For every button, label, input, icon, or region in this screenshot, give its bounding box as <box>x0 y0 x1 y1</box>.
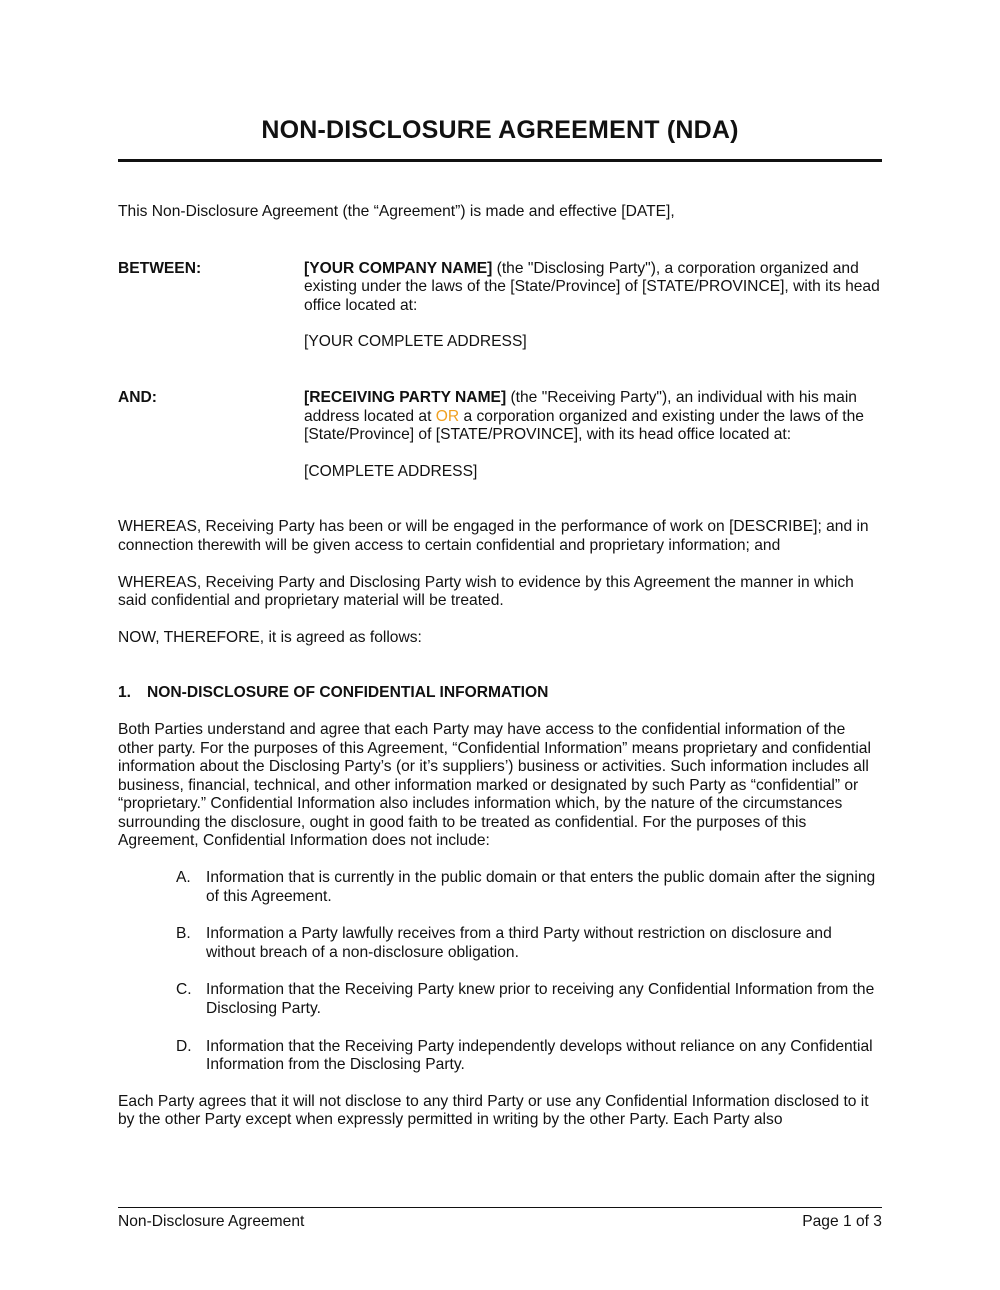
document-title: NON-DISCLOSURE AGREEMENT (NDA) <box>261 116 739 144</box>
footer-divider <box>118 1207 882 1208</box>
disclosing-party-name: [YOUR COMPANY NAME] <box>304 259 493 277</box>
exclusions-list <box>118 869 882 1075</box>
list-item-letter: B. <box>176 925 191 943</box>
section-1-number: 1. <box>118 684 132 702</box>
page-footer <box>118 1213 882 1231</box>
footer-page-number: Page 1 of 3 <box>802 1213 882 1230</box>
list-item-text: Information a Party lawfully receives from a third Party without restriction on disclosure and without breach of a non-disclosure obligation. <box>206 925 832 961</box>
list-item <box>118 869 882 906</box>
intro-paragraph: This Non-Disclosure Agreement (the “Agreement”) is made and effective [DATE], <box>118 203 675 220</box>
section-1-paragraph: Both Parties understand and agree that each Party may have access to the confidential information of the other party. For the purposes of this Agreement, “Confidential Information” means proprietary and confidential information about the Disclosing Party’s (or it’s suppliers’) business or activities. Such information includes all business, financial, technical, and other information marked or designated by such Party as “confidential” or “proprietary.” Confidential Information also includes information which, by the nature of the circumstances surrounding the disclosure, ought in good faith to be treated as confidential. For the purposes of this Agreement, Confidential Information does not include: <box>118 720 871 850</box>
and-party-block <box>118 389 882 481</box>
and-address: [COMPLETE ADDRESS] <box>304 462 478 480</box>
and-description <box>304 389 882 445</box>
therefore-paragraph: NOW, THEREFORE, it is agreed as follows: <box>118 628 422 646</box>
between-address: [YOUR COMPLETE ADDRESS] <box>304 333 527 351</box>
list-item-text: Information that is currently in the public domain or that enters the public domain after the signing of this Agreement. <box>206 869 876 905</box>
whereas-paragraph-1: WHEREAS, Receiving Party has been or will be engaged in the performance of work on [DESCRIBE]; and in connection therewith will be given access to certain confidential and proprietary information; and <box>118 518 869 554</box>
document-body <box>118 203 882 1130</box>
between-label: BETWEEN: <box>118 259 202 277</box>
list-item-letter: D. <box>176 1037 192 1055</box>
list-item-letter: C. <box>176 981 192 999</box>
list-item <box>118 925 882 962</box>
between-text: (the "Disclosing Party"), a corporation organized and existing under the laws of the [State/Province] of [STATE/PROVINCE], with its head office located at: <box>304 259 880 314</box>
whereas-paragraph-2: WHEREAS, Receiving Party and Disclosing Party wish to evidence by this Agreement the manner in which said confidential and proprietary material will be treated. <box>118 573 854 610</box>
and-text-after: a corporation organized and existing under the laws of the [State/Province] of [STATE/PROVINCE], with its head office located at: <box>304 407 864 444</box>
and-text-before: (the "Receiving Party"), an individual with his main address located at <box>304 388 857 425</box>
section-1-closing-paragraph: Each Party agrees that it will not disclose to any third Party or use any Confidential Information disclosed to it by the other Party except when expressly permitted in writing by the other Party. Each Party also <box>118 1092 869 1129</box>
receiving-party-name: [RECEIVING PARTY NAME] <box>304 388 507 406</box>
list-item-letter: A. <box>176 869 191 887</box>
and-label: AND: <box>118 388 157 406</box>
between-details <box>304 260 882 352</box>
between-description <box>304 260 882 316</box>
footer-document-name: Non-Disclosure Agreement <box>118 1213 305 1230</box>
between-party-block <box>118 260 882 352</box>
section-1-title: NON-DISCLOSURE OF CONFIDENTIAL INFORMATION <box>147 684 549 702</box>
list-item <box>118 981 882 1018</box>
list-item-text: Information that the Receiving Party knew prior to receiving any Confidential Information from the Disclosing Party. <box>206 981 875 1018</box>
title-divider <box>118 159 882 162</box>
section-1-heading <box>118 684 882 703</box>
or-option-word: OR <box>435 407 460 425</box>
list-item-text: Information that the Receiving Party independently develops without reliance on any Confidential Information from the Disclosing Party. <box>206 1037 873 1074</box>
list-item <box>118 1038 882 1075</box>
and-details <box>304 389 882 481</box>
